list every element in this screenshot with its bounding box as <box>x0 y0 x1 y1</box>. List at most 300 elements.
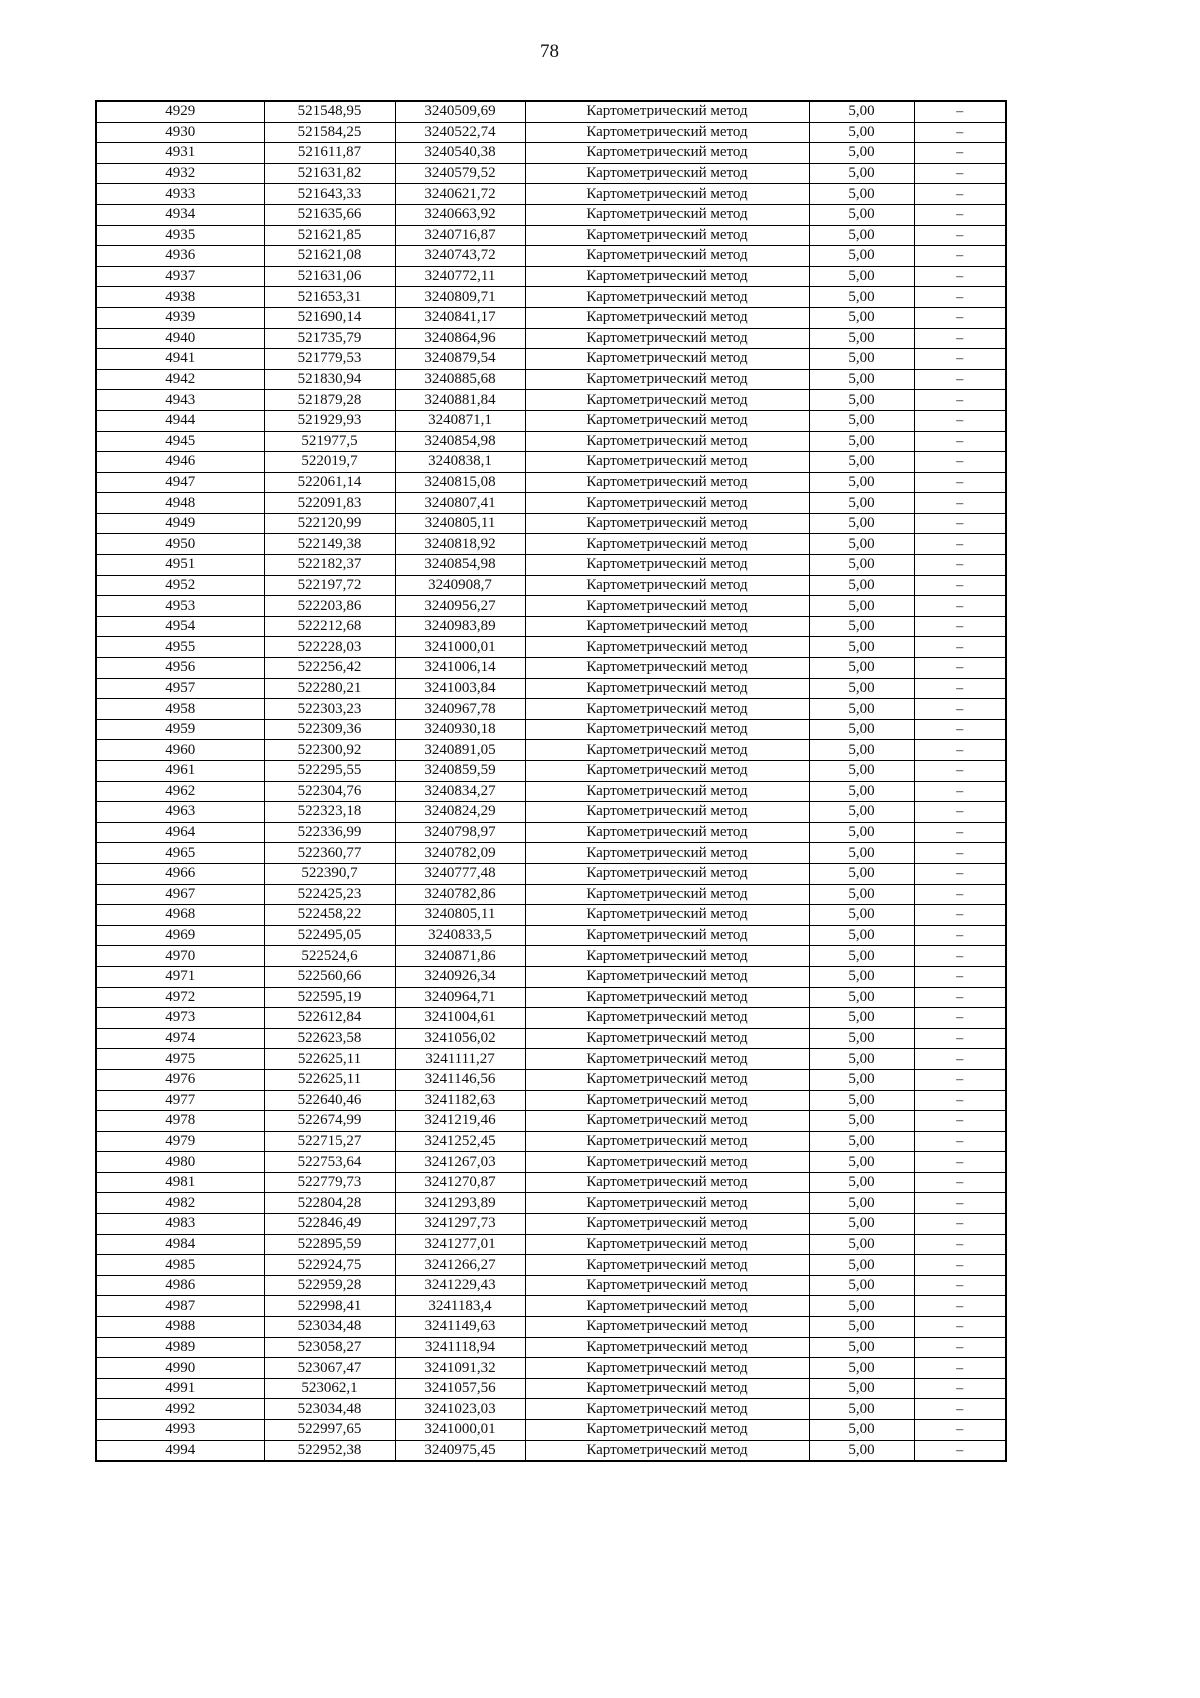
y-coordinate: 3241219,46 <box>395 1111 525 1132</box>
y-coordinate: 3241118,94 <box>395 1337 525 1358</box>
x-coordinate: 523067,47 <box>264 1358 395 1379</box>
table-row <box>96 143 1006 164</box>
method-cell: Картометрический метод <box>525 802 809 823</box>
coordinates-table-body <box>96 101 1006 1461</box>
method-cell: Картометрический метод <box>525 1255 809 1276</box>
description-cell: – <box>914 575 1006 596</box>
method-cell: Картометрический метод <box>525 1008 809 1029</box>
description-cell: – <box>914 143 1006 164</box>
x-coordinate: 522309,36 <box>264 719 395 740</box>
x-coordinate: 522959,28 <box>264 1275 395 1296</box>
point-number: 4937 <box>96 266 264 287</box>
table-row <box>96 410 1006 431</box>
method-cell: Картометрический метод <box>525 101 809 122</box>
point-number: 4987 <box>96 1296 264 1317</box>
precision-cell: 5,00 <box>809 143 914 164</box>
table-row <box>96 163 1006 184</box>
table-row <box>96 287 1006 308</box>
x-coordinate: 522779,73 <box>264 1172 395 1193</box>
description-cell: – <box>914 1172 1006 1193</box>
point-number: 4932 <box>96 163 264 184</box>
method-cell: Картометрический метод <box>525 1440 809 1461</box>
y-coordinate: 3240621,72 <box>395 184 525 205</box>
method-cell: Картометрический метод <box>525 122 809 143</box>
x-coordinate: 522495,05 <box>264 925 395 946</box>
point-number: 4955 <box>96 637 264 658</box>
table-row <box>96 431 1006 452</box>
point-number: 4976 <box>96 1069 264 1090</box>
table-row <box>96 925 1006 946</box>
table-row <box>96 822 1006 843</box>
description-cell: – <box>914 246 1006 267</box>
point-number: 4957 <box>96 678 264 699</box>
precision-cell: 5,00 <box>809 328 914 349</box>
precision-cell: 5,00 <box>809 1131 914 1152</box>
precision-cell: 5,00 <box>809 287 914 308</box>
point-number: 4977 <box>96 1090 264 1111</box>
y-coordinate: 3240807,41 <box>395 493 525 514</box>
precision-cell: 5,00 <box>809 719 914 740</box>
method-cell: Картометрический метод <box>525 1420 809 1441</box>
y-coordinate: 3241000,01 <box>395 637 525 658</box>
point-number: 4982 <box>96 1193 264 1214</box>
point-number: 4963 <box>96 802 264 823</box>
description-cell: – <box>914 204 1006 225</box>
x-coordinate: 523062,1 <box>264 1378 395 1399</box>
method-cell: Картометрический метод <box>525 699 809 720</box>
description-cell: – <box>914 1193 1006 1214</box>
method-cell: Картометрический метод <box>525 1193 809 1214</box>
precision-cell: 5,00 <box>809 822 914 843</box>
point-number: 4956 <box>96 658 264 679</box>
point-number: 4939 <box>96 307 264 328</box>
y-coordinate: 3240879,54 <box>395 349 525 370</box>
x-coordinate: 521977,5 <box>264 431 395 452</box>
method-cell: Картометрический метод <box>525 1234 809 1255</box>
method-cell: Картометрический метод <box>525 555 809 576</box>
x-coordinate: 521621,85 <box>264 225 395 246</box>
method-cell: Картометрический метод <box>525 1214 809 1235</box>
precision-cell: 5,00 <box>809 1420 914 1441</box>
description-cell: – <box>914 1111 1006 1132</box>
x-coordinate: 521830,94 <box>264 369 395 390</box>
point-number: 4967 <box>96 884 264 905</box>
method-cell: Картометрический метод <box>525 431 809 452</box>
x-coordinate: 521735,79 <box>264 328 395 349</box>
precision-cell: 5,00 <box>809 761 914 782</box>
description-cell: – <box>914 1049 1006 1070</box>
precision-cell: 5,00 <box>809 307 914 328</box>
table-row <box>96 946 1006 967</box>
point-number: 4950 <box>96 534 264 555</box>
x-coordinate: 521631,06 <box>264 266 395 287</box>
x-coordinate: 522952,38 <box>264 1440 395 1461</box>
x-coordinate: 522612,84 <box>264 1008 395 1029</box>
y-coordinate: 3240818,92 <box>395 534 525 555</box>
point-number: 4980 <box>96 1152 264 1173</box>
point-number: 4931 <box>96 143 264 164</box>
method-cell: Картометрический метод <box>525 534 809 555</box>
table-row <box>96 678 1006 699</box>
description-cell: – <box>914 905 1006 926</box>
x-coordinate: 522753,64 <box>264 1152 395 1173</box>
table-row <box>96 266 1006 287</box>
point-number: 4940 <box>96 328 264 349</box>
y-coordinate: 3240663,92 <box>395 204 525 225</box>
y-coordinate: 3240908,7 <box>395 575 525 596</box>
precision-cell: 5,00 <box>809 1440 914 1461</box>
y-coordinate: 3240772,11 <box>395 266 525 287</box>
method-cell: Картометрический метод <box>525 637 809 658</box>
description-cell: – <box>914 1234 1006 1255</box>
table-row <box>96 1131 1006 1152</box>
table-row <box>96 987 1006 1008</box>
precision-cell: 5,00 <box>809 101 914 122</box>
y-coordinate: 3240777,48 <box>395 863 525 884</box>
description-cell: – <box>914 493 1006 514</box>
method-cell: Картометрический метод <box>525 719 809 740</box>
method-cell: Картометрический метод <box>525 410 809 431</box>
description-cell: – <box>914 740 1006 761</box>
y-coordinate: 3240579,52 <box>395 163 525 184</box>
precision-cell: 5,00 <box>809 1317 914 1338</box>
x-coordinate: 522203,86 <box>264 596 395 617</box>
y-coordinate: 3241004,61 <box>395 1008 525 1029</box>
method-cell: Картометрический метод <box>525 740 809 761</box>
x-coordinate: 522323,18 <box>264 802 395 823</box>
table-row <box>96 101 1006 122</box>
method-cell: Картометрический метод <box>525 987 809 1008</box>
description-cell: – <box>914 184 1006 205</box>
y-coordinate: 3240967,78 <box>395 699 525 720</box>
x-coordinate: 522895,59 <box>264 1234 395 1255</box>
point-number: 4985 <box>96 1255 264 1276</box>
point-number: 4953 <box>96 596 264 617</box>
precision-cell: 5,00 <box>809 266 914 287</box>
y-coordinate: 3240782,86 <box>395 884 525 905</box>
y-coordinate: 3241146,56 <box>395 1069 525 1090</box>
method-cell: Картометрический метод <box>525 328 809 349</box>
method-cell: Картометрический метод <box>525 472 809 493</box>
page-number: 78 <box>540 41 559 62</box>
description-cell: – <box>914 658 1006 679</box>
description-cell: – <box>914 390 1006 411</box>
method-cell: Картометрический метод <box>525 266 809 287</box>
y-coordinate: 3240926,34 <box>395 966 525 987</box>
point-number: 4945 <box>96 431 264 452</box>
method-cell: Картометрический метод <box>525 163 809 184</box>
method-cell: Картометрический метод <box>525 390 809 411</box>
table-row <box>96 184 1006 205</box>
x-coordinate: 522304,76 <box>264 781 395 802</box>
description-cell: – <box>914 122 1006 143</box>
table-row <box>96 1172 1006 1193</box>
table-row <box>96 1317 1006 1338</box>
description-cell: – <box>914 822 1006 843</box>
precision-cell: 5,00 <box>809 431 914 452</box>
point-number: 4948 <box>96 493 264 514</box>
precision-cell: 5,00 <box>809 1378 914 1399</box>
description-cell: – <box>914 678 1006 699</box>
precision-cell: 5,00 <box>809 1028 914 1049</box>
description-cell: – <box>914 1296 1006 1317</box>
x-coordinate: 522228,03 <box>264 637 395 658</box>
point-number: 4947 <box>96 472 264 493</box>
x-coordinate: 522804,28 <box>264 1193 395 1214</box>
precision-cell: 5,00 <box>809 534 914 555</box>
description-cell: – <box>914 987 1006 1008</box>
method-cell: Картометрический метод <box>525 884 809 905</box>
point-number: 4934 <box>96 204 264 225</box>
x-coordinate: 523034,48 <box>264 1399 395 1420</box>
table-row <box>96 616 1006 637</box>
y-coordinate: 3241149,63 <box>395 1317 525 1338</box>
x-coordinate: 521631,82 <box>264 163 395 184</box>
method-cell: Картометрический метод <box>525 1111 809 1132</box>
x-coordinate: 522623,58 <box>264 1028 395 1049</box>
y-coordinate: 3241091,32 <box>395 1358 525 1379</box>
table-row <box>96 966 1006 987</box>
x-coordinate: 522300,92 <box>264 740 395 761</box>
x-coordinate: 522425,23 <box>264 884 395 905</box>
method-cell: Картометрический метод <box>525 287 809 308</box>
method-cell: Картометрический метод <box>525 678 809 699</box>
precision-cell: 5,00 <box>809 1152 914 1173</box>
y-coordinate: 3240983,89 <box>395 616 525 637</box>
point-number: 4983 <box>96 1214 264 1235</box>
precision-cell: 5,00 <box>809 1172 914 1193</box>
point-number: 4972 <box>96 987 264 1008</box>
description-cell: – <box>914 1090 1006 1111</box>
description-cell: – <box>914 349 1006 370</box>
table-row <box>96 761 1006 782</box>
table-row <box>96 1275 1006 1296</box>
x-coordinate: 522120,99 <box>264 513 395 534</box>
x-coordinate: 522295,55 <box>264 761 395 782</box>
precision-cell: 5,00 <box>809 349 914 370</box>
precision-cell: 5,00 <box>809 410 914 431</box>
y-coordinate: 3241023,03 <box>395 1399 525 1420</box>
y-coordinate: 3241182,63 <box>395 1090 525 1111</box>
point-number: 4973 <box>96 1008 264 1029</box>
x-coordinate: 522595,19 <box>264 987 395 1008</box>
y-coordinate: 3240964,71 <box>395 987 525 1008</box>
table-row <box>96 905 1006 926</box>
table-row <box>96 637 1006 658</box>
method-cell: Картометрический метод <box>525 1090 809 1111</box>
method-cell: Картометрический метод <box>525 349 809 370</box>
description-cell: – <box>914 513 1006 534</box>
y-coordinate: 3241056,02 <box>395 1028 525 1049</box>
point-number: 4961 <box>96 761 264 782</box>
precision-cell: 5,00 <box>809 1358 914 1379</box>
precision-cell: 5,00 <box>809 843 914 864</box>
description-cell: – <box>914 802 1006 823</box>
table-row <box>96 534 1006 555</box>
precision-cell: 5,00 <box>809 781 914 802</box>
description-cell: – <box>914 1420 1006 1441</box>
precision-cell: 5,00 <box>809 1069 914 1090</box>
precision-cell: 5,00 <box>809 1399 914 1420</box>
x-coordinate: 521779,53 <box>264 349 395 370</box>
method-cell: Картометрический метод <box>525 946 809 967</box>
y-coordinate: 3240854,98 <box>395 431 525 452</box>
x-coordinate: 521653,31 <box>264 287 395 308</box>
point-number: 4981 <box>96 1172 264 1193</box>
precision-cell: 5,00 <box>809 555 914 576</box>
y-coordinate: 3241006,14 <box>395 658 525 679</box>
precision-cell: 5,00 <box>809 1255 914 1276</box>
description-cell: – <box>914 369 1006 390</box>
precision-cell: 5,00 <box>809 184 914 205</box>
x-coordinate: 522061,14 <box>264 472 395 493</box>
y-coordinate: 3241252,45 <box>395 1131 525 1152</box>
method-cell: Картометрический метод <box>525 596 809 617</box>
method-cell: Картометрический метод <box>525 843 809 864</box>
table-row <box>96 1069 1006 1090</box>
precision-cell: 5,00 <box>809 966 914 987</box>
table-row <box>96 307 1006 328</box>
y-coordinate: 3240824,29 <box>395 802 525 823</box>
description-cell: – <box>914 1131 1006 1152</box>
description-cell: – <box>914 101 1006 122</box>
method-cell: Картометрический метод <box>525 1049 809 1070</box>
point-number: 4962 <box>96 781 264 802</box>
table-row <box>96 1420 1006 1441</box>
x-coordinate: 521690,14 <box>264 307 395 328</box>
x-coordinate: 522360,77 <box>264 843 395 864</box>
method-cell: Картометрический метод <box>525 658 809 679</box>
table-row <box>96 1358 1006 1379</box>
description-cell: – <box>914 884 1006 905</box>
point-number: 4989 <box>96 1337 264 1358</box>
table-row <box>96 493 1006 514</box>
method-cell: Картометрический метод <box>525 493 809 514</box>
description-cell: – <box>914 1337 1006 1358</box>
y-coordinate: 3240930,18 <box>395 719 525 740</box>
table-row <box>96 555 1006 576</box>
point-number: 4966 <box>96 863 264 884</box>
table-row <box>96 1028 1006 1049</box>
x-coordinate: 521635,66 <box>264 204 395 225</box>
y-coordinate: 3240805,11 <box>395 905 525 926</box>
point-number: 4949 <box>96 513 264 534</box>
point-number: 4946 <box>96 452 264 473</box>
table-row <box>96 1255 1006 1276</box>
method-cell: Картометрический метод <box>525 1131 809 1152</box>
table-row <box>96 349 1006 370</box>
x-coordinate: 521611,87 <box>264 143 395 164</box>
precision-cell: 5,00 <box>809 122 914 143</box>
precision-cell: 5,00 <box>809 740 914 761</box>
description-cell: – <box>914 1378 1006 1399</box>
method-cell: Картометрический метод <box>525 1317 809 1338</box>
precision-cell: 5,00 <box>809 493 914 514</box>
y-coordinate: 3241267,03 <box>395 1152 525 1173</box>
method-cell: Картометрический метод <box>525 225 809 246</box>
y-coordinate: 3241057,56 <box>395 1378 525 1399</box>
table-row <box>96 1440 1006 1461</box>
x-coordinate: 521643,33 <box>264 184 395 205</box>
method-cell: Картометрический метод <box>525 513 809 534</box>
y-coordinate: 3240522,74 <box>395 122 525 143</box>
precision-cell: 5,00 <box>809 863 914 884</box>
y-coordinate: 3241293,89 <box>395 1193 525 1214</box>
description-cell: – <box>914 1317 1006 1338</box>
precision-cell: 5,00 <box>809 1337 914 1358</box>
x-coordinate: 522674,99 <box>264 1111 395 1132</box>
description-cell: – <box>914 1214 1006 1235</box>
y-coordinate: 3241183,4 <box>395 1296 525 1317</box>
method-cell: Картометрический метод <box>525 905 809 926</box>
y-coordinate: 3240885,68 <box>395 369 525 390</box>
y-coordinate: 3240716,87 <box>395 225 525 246</box>
y-coordinate: 3240859,59 <box>395 761 525 782</box>
description-cell: – <box>914 966 1006 987</box>
x-coordinate: 522149,38 <box>264 534 395 555</box>
description-cell: – <box>914 287 1006 308</box>
precision-cell: 5,00 <box>809 987 914 1008</box>
y-coordinate: 3240805,11 <box>395 513 525 534</box>
x-coordinate: 522997,65 <box>264 1420 395 1441</box>
precision-cell: 5,00 <box>809 946 914 967</box>
x-coordinate: 522336,99 <box>264 822 395 843</box>
table-row <box>96 246 1006 267</box>
point-number: 4954 <box>96 616 264 637</box>
method-cell: Картометрический метод <box>525 575 809 596</box>
precision-cell: 5,00 <box>809 616 914 637</box>
description-cell: – <box>914 555 1006 576</box>
description-cell: – <box>914 266 1006 287</box>
x-coordinate: 522091,83 <box>264 493 395 514</box>
method-cell: Картометрический метод <box>525 1296 809 1317</box>
x-coordinate: 522212,68 <box>264 616 395 637</box>
method-cell: Картометрический метод <box>525 1358 809 1379</box>
description-cell: – <box>914 843 1006 864</box>
description-cell: – <box>914 761 1006 782</box>
point-number: 4944 <box>96 410 264 431</box>
description-cell: – <box>914 719 1006 740</box>
table-row <box>96 390 1006 411</box>
method-cell: Картометрический метод <box>525 1172 809 1193</box>
method-cell: Картометрический метод <box>525 781 809 802</box>
method-cell: Картометрический метод <box>525 246 809 267</box>
y-coordinate: 3241003,84 <box>395 678 525 699</box>
x-coordinate: 522524,6 <box>264 946 395 967</box>
point-number: 4951 <box>96 555 264 576</box>
y-coordinate: 3241270,87 <box>395 1172 525 1193</box>
y-coordinate: 3240864,96 <box>395 328 525 349</box>
x-coordinate: 523058,27 <box>264 1337 395 1358</box>
method-cell: Картометрический метод <box>525 1337 809 1358</box>
method-cell: Картометрический метод <box>525 616 809 637</box>
table-row <box>96 472 1006 493</box>
table-row <box>96 719 1006 740</box>
precision-cell: 5,00 <box>809 472 914 493</box>
point-number: 4960 <box>96 740 264 761</box>
point-number: 4974 <box>96 1028 264 1049</box>
point-number: 4964 <box>96 822 264 843</box>
table-row <box>96 863 1006 884</box>
description-cell: – <box>914 1069 1006 1090</box>
precision-cell: 5,00 <box>809 246 914 267</box>
precision-cell: 5,00 <box>809 1193 914 1214</box>
point-number: 4988 <box>96 1317 264 1338</box>
table-row <box>96 1214 1006 1235</box>
point-number: 4975 <box>96 1049 264 1070</box>
point-number: 4986 <box>96 1275 264 1296</box>
table-row <box>96 802 1006 823</box>
